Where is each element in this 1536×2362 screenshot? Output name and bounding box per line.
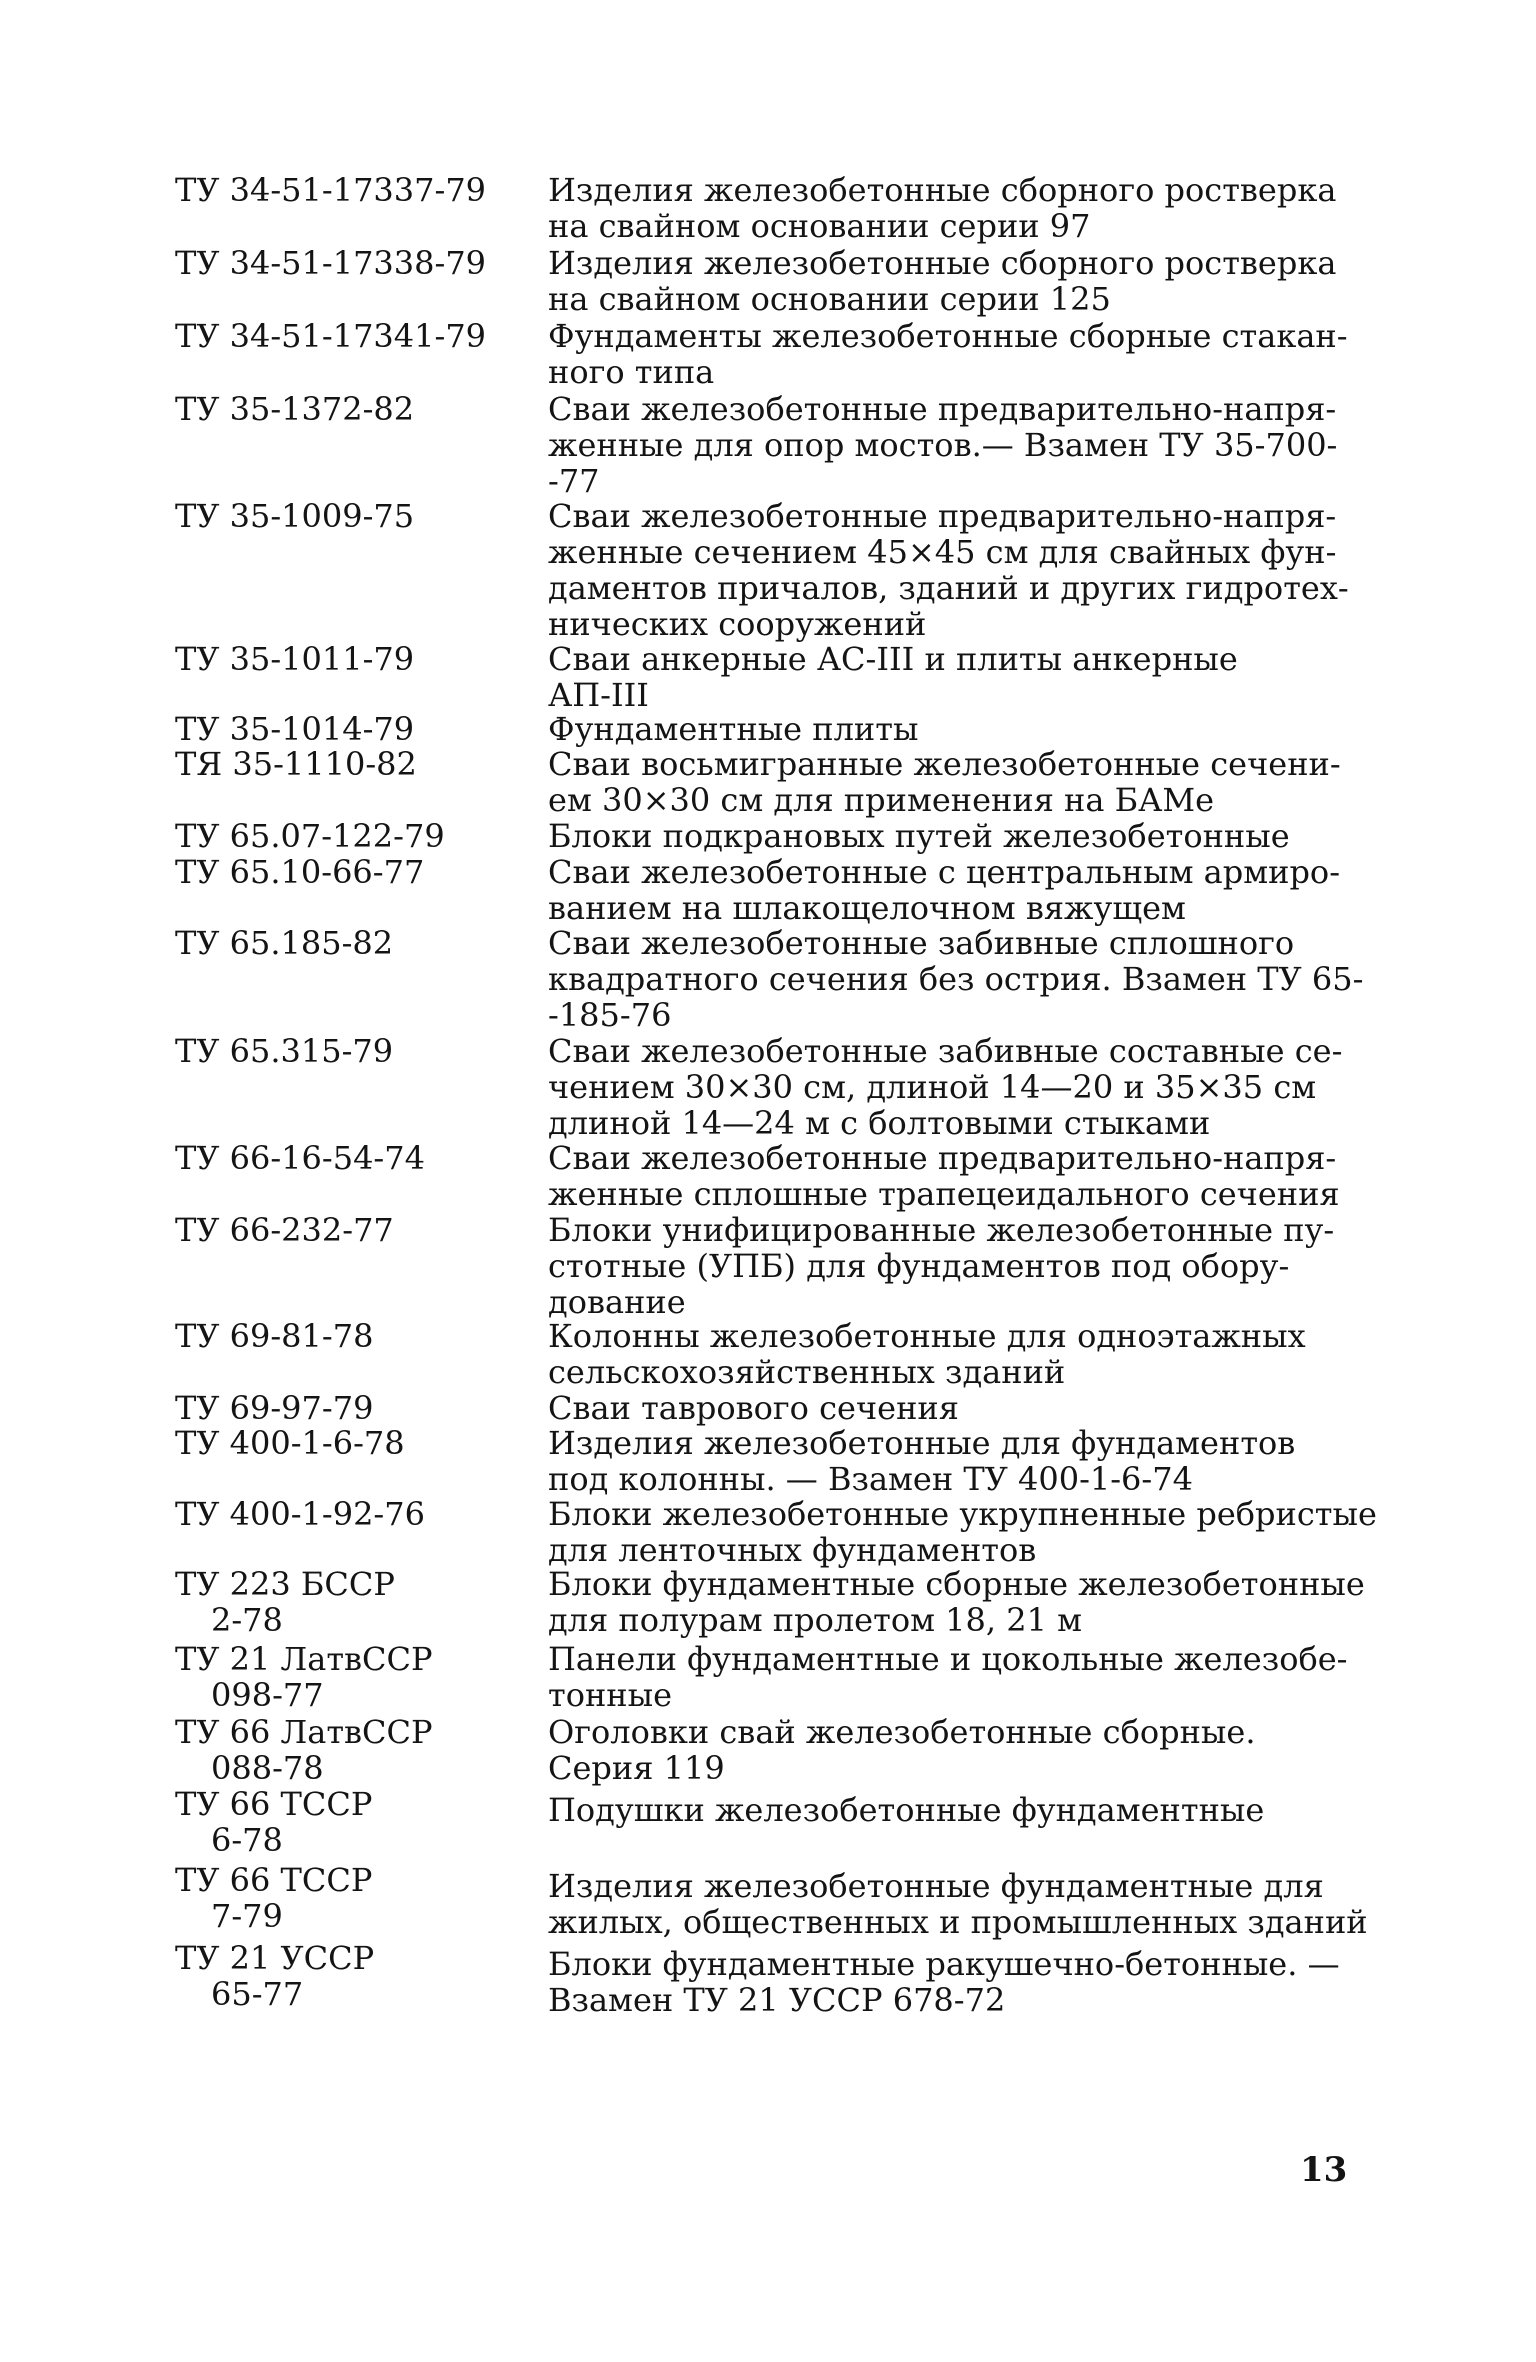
standard-description: Колонны железобетонные для одноэтажных сельскохозяйственных зданий [548, 1317, 1306, 1391]
standard-description: Блоки фундаментные ракушечно-бетонные. — Взамен ТУ 21 УССР 678-72 [548, 1945, 1340, 2019]
standard-code: ТУ 34-51-17337-79 [175, 171, 487, 209]
standard-description: Сваи восьмигранные железобетонные сечени- ем 30×30 см для применения на БАМе [548, 745, 1341, 819]
standard-description: Изделия железобетонные сборного ростверка на свайном основании серии 97 [548, 171, 1337, 245]
standard-code: ТУ 66 ЛатвССР 088-78 [175, 1713, 433, 1787]
standard-code: ТУ 66-16-54-74 [175, 1139, 425, 1177]
standard-description: Изделия железобетонные сборного ростверка на свайном основании серии 125 [548, 244, 1337, 318]
standard-code: ТУ 65.07-122-79 [175, 817, 445, 855]
standard-code: ТУ 69-81-78 [175, 1317, 374, 1355]
standard-description: Сваи железобетонные предварительно-напря- женные для опор мостов.— Взамен ТУ 35-700- -77 [548, 390, 1338, 500]
standard-description: Фундаментные плиты [548, 710, 919, 748]
standard-code: ТЯ 35-1110-82 [175, 745, 417, 783]
standard-description: Блоки фундаментные сборные железобетонные для полурам пролетом 18, 21 м [548, 1565, 1365, 1639]
standard-code: ТУ 400-1-6-78 [175, 1424, 405, 1462]
standard-description: Подушки железобетонные фундаментные [548, 1791, 1265, 1829]
standard-code: ТУ 65.315-79 [175, 1032, 394, 1070]
standard-description: Блоки подкрановых путей железобетонные [548, 817, 1290, 855]
standard-description: Блоки унифицированные железобетонные пу- стотные (УПБ) для фундаментов под обору- дование [548, 1211, 1335, 1321]
page-number: 13 [1300, 2150, 1348, 2190]
standard-description: Сваи железобетонные забивные сплошного квадратного сечения без острия. Взамен ТУ 65- -185-76 [548, 924, 1364, 1034]
standard-code: ТУ 65.185-82 [175, 924, 394, 962]
standard-code: ТУ 35-1372-82 [175, 390, 415, 428]
standard-description: Изделия железобетонные фундаментные для жилых, общественных и промышленных зданий [548, 1867, 1368, 1941]
standard-code: ТУ 35-1014-79 [175, 710, 415, 748]
standard-code: ТУ 35-1011-79 [175, 640, 415, 678]
standard-description: Сваи железобетонные забивные составные се- чением 30×30 см, длиной 14—20 и 35×35 см длиной 14—24 м с болтовыми стыками [548, 1032, 1343, 1142]
standard-description: Панели фундаментные и цокольные железобе- тонные [548, 1640, 1348, 1714]
standard-code: ТУ 34-51-17338-79 [175, 244, 487, 282]
standard-description: Фундаменты железобетонные сборные стакан- ного типа [548, 317, 1348, 391]
standard-code: ТУ 35-1009-75 [175, 497, 415, 535]
standard-code: ТУ 69-97-79 [175, 1389, 374, 1427]
standard-description: Изделия железобетонные для фундаментов под колонны. — Взамен ТУ 400-1-6-74 [548, 1424, 1296, 1498]
standard-description: Сваи железобетонные с центральным армиро- ванием на шлакощелочном вяжущем [548, 853, 1340, 927]
standard-description: Сваи железобетонные предварительно-напря- женные сечением 45×45 см для свайных фун- даментов причалов, зданий и других гидротех- нических сооружений [548, 497, 1349, 643]
standard-code: ТУ 66-232-77 [175, 1211, 394, 1249]
standard-code: ТУ 65.10-66-77 [175, 853, 425, 891]
standard-description: Блоки железобетонные укрупненные ребристые для ленточных фундаментов [548, 1495, 1377, 1569]
standard-code: ТУ 223 БССР 2-78 [175, 1565, 395, 1639]
standard-code: ТУ 21 УССР 65-77 [175, 1939, 375, 2013]
standard-code: ТУ 34-51-17341-79 [175, 317, 487, 355]
standard-description: Оголовки свай железобетонные сборные. Серия 119 [548, 1713, 1256, 1787]
standard-code: ТУ 66 ТССР 6-78 [175, 1785, 373, 1859]
standard-description: Сваи анкерные АС-III и плиты анкерные АП-III [548, 640, 1238, 714]
standard-description: Сваи таврового сечения [548, 1389, 959, 1427]
standard-code: ТУ 400-1-92-76 [175, 1495, 425, 1533]
standard-code: ТУ 21 ЛатвССР 098-77 [175, 1640, 433, 1714]
standard-description: Сваи железобетонные предварительно-напря- женные сплошные трапецеидального сечения [548, 1139, 1340, 1213]
standard-code: ТУ 66 ТССР 7-79 [175, 1861, 373, 1935]
